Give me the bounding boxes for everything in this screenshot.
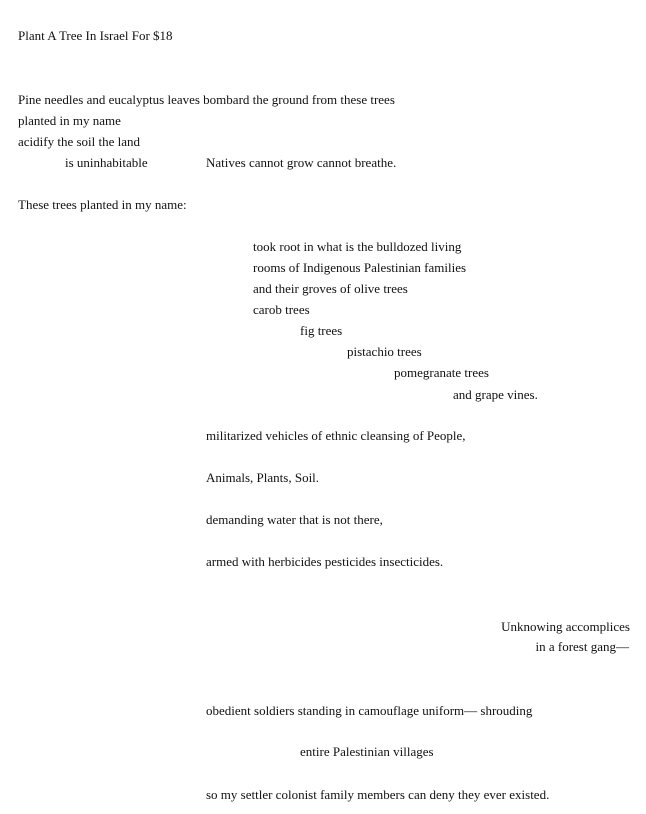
poem-line: took root in what is the bulldozed living [253,239,462,254]
poem-line: rooms of Indigenous Palestinian families [253,260,467,275]
poem-line: Unknowing accomplices [501,619,630,634]
poem-line: acidify the soil the land [18,134,141,149]
poem-line: in a forest gang— [535,639,629,654]
poem-line: entire Palestinian villages [300,744,434,759]
poem-line: obedient soldiers standing in camouflage uniform— shrouding [206,703,533,718]
poem-line: and their groves of olive trees [253,281,408,296]
poem-line: These trees planted in my name: [18,197,187,212]
poem-line: militarized vehicles of ethnic cleansing of People, [206,428,466,443]
poem-line: and grape vines. [453,387,538,402]
poem-line: carob trees [253,302,310,317]
poem-line: pistachio trees [347,344,422,359]
poem-line: pomegranate trees [394,365,489,380]
poem-line: Animals, Plants, Soil. [206,470,320,485]
poem-line: fig trees [300,323,343,338]
poem-title: Plant A Tree In Israel For $18 [18,28,173,43]
poem-line: is uninhabitable [65,155,148,170]
poem-line: armed with herbicides pesticides insecticides. [206,554,444,569]
poem-line: Natives cannot grow cannot breathe. [206,155,397,170]
poem-line: Pine needles and eucalyptus leaves bombard the ground from these trees [18,92,395,107]
poem-line: demanding water that is not there, [206,512,383,527]
poem-line: planted in my name [18,113,121,128]
poem-line: so my settler colonist family members can deny they ever existed. [206,787,550,802]
